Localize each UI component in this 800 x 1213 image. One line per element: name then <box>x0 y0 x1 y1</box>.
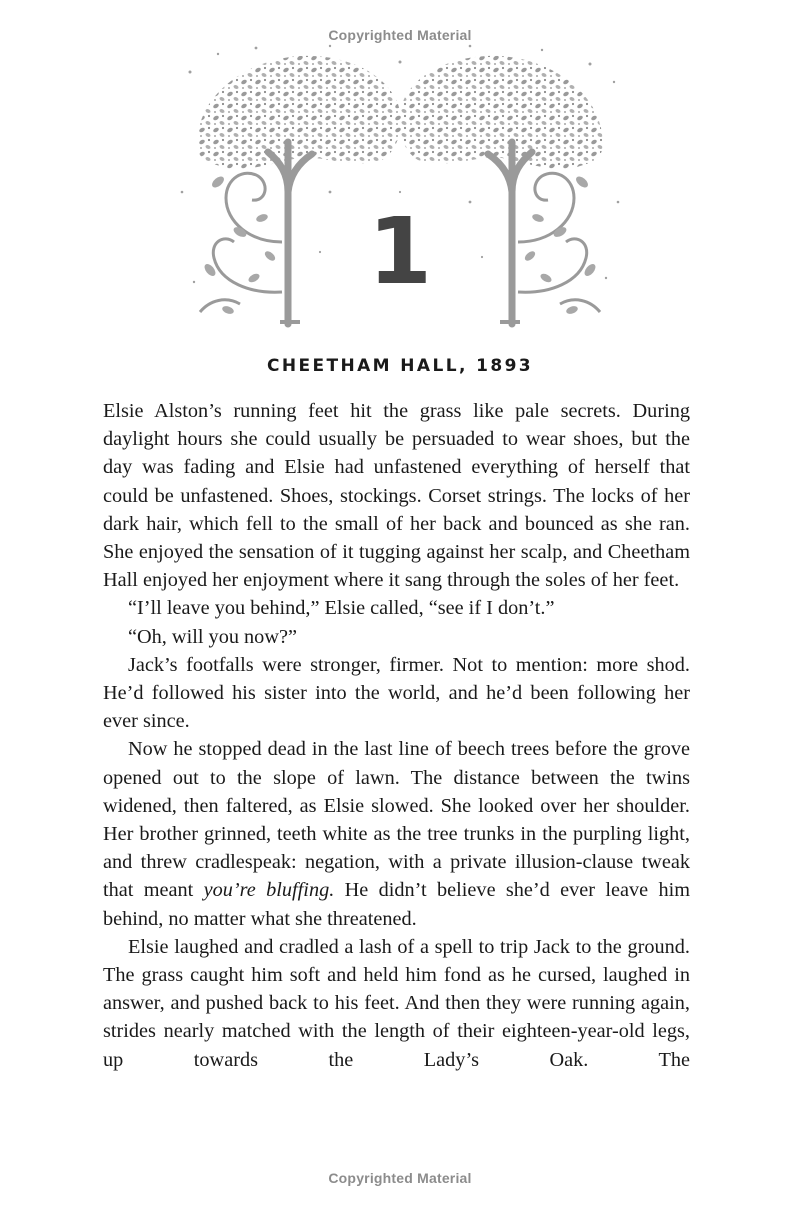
chapter-body <box>103 397 690 1074</box>
chapter-heading: CHEETHAM HALL, 1893 <box>266 356 534 376</box>
paragraph-1: Elsie Alston’s running feet hit the grass like pale secrets. During daylight hours she could usually be persuaded to wear shoes, but the day was fading and Elsie had unfastened everything of herself that could be unfastened. Shoes, stockings. Corset strings. The locks of her dark hair, which fell to the small of her back and bounced as she ran. She enjoyed the sensation of it tugging against her scalp, and Cheetham Hall enjoyed her enjoyment where it sang through the soles of her feet. <box>103 400 690 592</box>
paragraph-2: “I’ll leave you behind,” Elsie called, “see if I don’t.” <box>128 597 555 620</box>
watermark-bottom: Copyrighted Material <box>328 1170 472 1186</box>
paragraph-3: “Oh, will you now?” <box>128 625 297 648</box>
paragraph-5-text-after: He didn’t believe she’d ever leave him behind, no matter what she threatened. <box>103 879 691 930</box>
paragraph-5-text-before: Now he stopped dead in the last line of beech trees before the grove opened out to the slope of lawn. The distance between the twins widened, then faltered, as Elsie slowed. She looked over her shoulder. Her brother grinned, teeth white as the tree trunks in the purpling light, and threw cradlespeak: negation, with a private illusion-clause tweak that meant <box>103 738 690 902</box>
paragraph-4: Jack’s footfalls were stronger, firmer. Not to mention: more shod. He’d followed his sister into the world, and he’d been following her ever since. <box>103 653 690 733</box>
paragraph-5-emphasis: you’re bluffing. <box>203 879 335 902</box>
paragraph-6: Elsie laughed and cradled a lash of a spell to trip Jack to the ground. The grass caught him soft and held him fond as he cursed, laughed in answer, and pushed back to his feet. And then they were running again, strides nearly matched with the length of their eighteen-year-old legs, up towards the Lady’s Oak. The <box>103 935 690 1071</box>
paragraph-5 <box>103 735 690 932</box>
chapter-number: 1 <box>367 198 432 305</box>
watermark-top: Copyrighted Material <box>328 27 472 43</box>
